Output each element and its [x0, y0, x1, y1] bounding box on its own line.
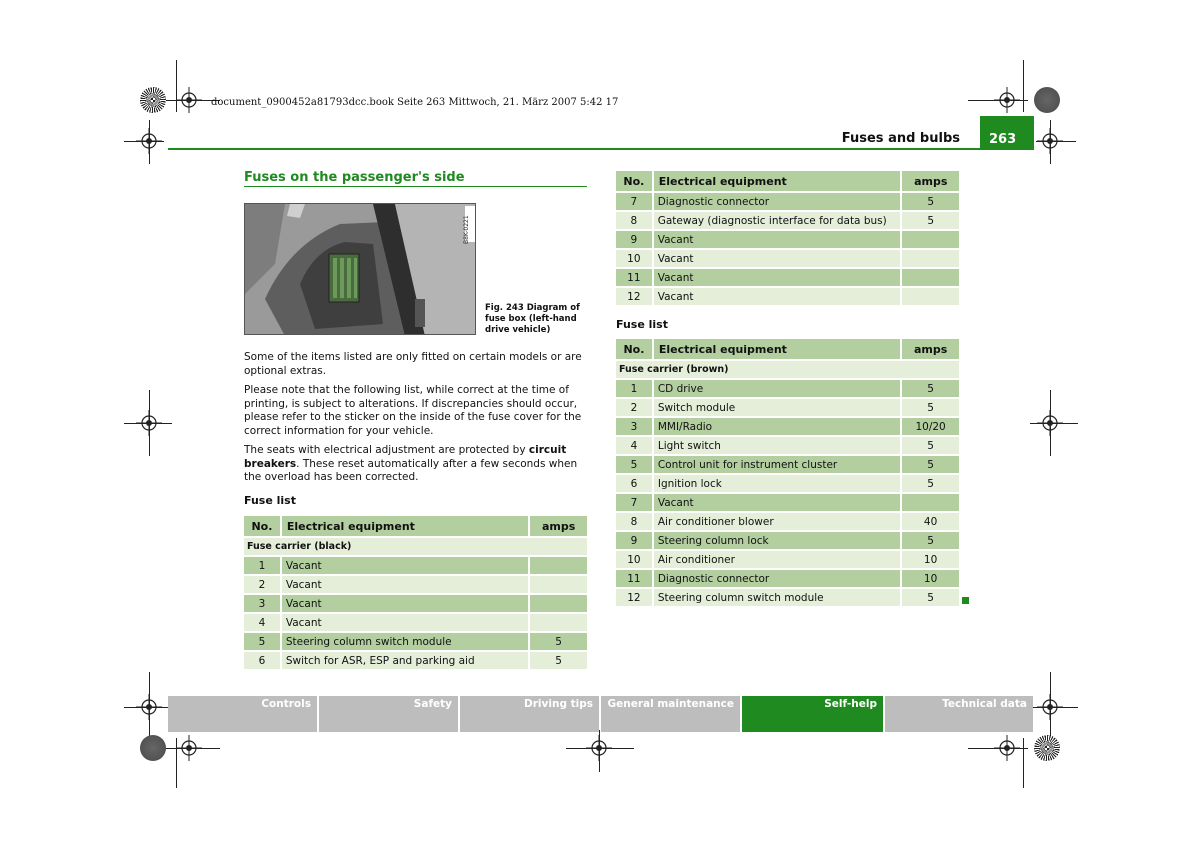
color-rosette-icon: [140, 87, 166, 113]
column-header-amps: amps: [529, 516, 588, 537]
tab-controls[interactable]: Controls: [168, 696, 317, 732]
table-row: 5 Steering column switch module 5: [244, 632, 588, 651]
table-group-row: [616, 360, 960, 379]
body-paragraph-1: Some of the items listed are only fitted on certain models or are optional extras.: [244, 351, 582, 377]
table-row: 1 Vacant: [244, 556, 588, 575]
column-header-equipment: Electrical equipment: [653, 339, 901, 360]
fuse-list-heading-right: Fuse list: [616, 318, 668, 331]
tab-driving-tips[interactable]: Driving tips: [460, 696, 599, 732]
column-header-no: No.: [616, 339, 653, 360]
fuse-table-black: [244, 516, 589, 671]
table-row: 1 CD drive 5: [616, 379, 960, 398]
header-rule: [168, 148, 980, 150]
table-row: 11 Diagnostic connector 10: [616, 569, 960, 588]
table-row: 3 Vacant: [244, 594, 588, 613]
column-header-no: No.: [616, 171, 653, 192]
fuse-box-figure: [244, 203, 476, 335]
print-meta-line: document_0900452a81793dcc.book Seite 263 Mittwoch, 21. März 2007 5:42 17: [211, 97, 619, 108]
table-row: 9 Vacant: [616, 230, 960, 249]
column-header-equipment: Electrical equipment: [281, 516, 529, 537]
tab-self-help[interactable]: Self-help: [742, 696, 883, 732]
table-row: 10 Air conditioner 10: [616, 550, 960, 569]
column-header-equipment: Electrical equipment: [653, 171, 902, 192]
grey-rosette-icon: [140, 735, 166, 761]
registration-mark-icon: [994, 735, 1020, 761]
section-end-square-icon: [962, 597, 969, 604]
registration-mark-icon: [994, 87, 1020, 113]
registration-mark-icon: [1037, 694, 1063, 720]
table-row: 5 Control unit for instrument cluster 5: [616, 455, 960, 474]
fuse-list-heading-left: Fuse list: [244, 494, 296, 507]
circuit-breakers-term: circuit breakers: [244, 444, 567, 470]
column-header-amps: amps: [901, 171, 960, 192]
tab-safety[interactable]: Safety: [319, 696, 458, 732]
table-header-row: [616, 171, 960, 192]
table-row: 8 Air conditioner blower 40: [616, 512, 960, 531]
color-rosette-icon: [1034, 735, 1060, 761]
table-row: 7 Diagnostic connector 5: [616, 192, 960, 211]
table-row: 4 Vacant: [244, 613, 588, 632]
figure-caption: Fig. 243 Diagram of fuse box (left-hand drive vehicle): [485, 303, 580, 335]
column-header-amps: amps: [901, 339, 960, 360]
body-paragraph-3: The seats with electrical adjustment are protected by circuit breakers. These reset automatically after a few seconds when the overload has been corrected.: [244, 444, 578, 483]
grey-rosette-icon: [1034, 87, 1060, 113]
registration-mark-icon: [136, 128, 162, 154]
table-header-row: [244, 516, 588, 537]
section-title: Fuses on the passenger's side: [244, 170, 465, 185]
table-header-row: [616, 339, 960, 360]
column-header-no: No.: [244, 516, 281, 537]
tab-general-maintenance[interactable]: General maintenance: [601, 696, 740, 732]
table-row: 3 MMI/Radio 10/20: [616, 417, 960, 436]
table-row: 8 Gateway (diagnostic interface for data bus) 5: [616, 211, 960, 230]
registration-mark-icon: [136, 694, 162, 720]
tab-technical-data[interactable]: Technical data: [885, 696, 1033, 732]
table-row: 11 Vacant: [616, 268, 960, 287]
registration-mark-icon: [176, 735, 202, 761]
registration-mark-icon: [1037, 128, 1063, 154]
table-group-row: [244, 537, 588, 556]
chapter-nav: [168, 696, 1033, 732]
registration-mark-icon: [1037, 410, 1063, 436]
registration-mark-icon: [136, 410, 162, 436]
table-row: 12 Steering column switch module 5: [616, 588, 960, 607]
fuse-carrier-label: Fuse carrier (black): [244, 537, 588, 556]
registration-mark-icon: [176, 87, 202, 113]
fuse-table-continued: [616, 171, 961, 307]
table-row: 2 Vacant: [244, 575, 588, 594]
table-row: 2 Switch module 5: [616, 398, 960, 417]
chapter-title: Fuses and bulbs: [841, 131, 960, 146]
fuse-table-brown: [616, 339, 961, 608]
fuse-carrier-label: Fuse carrier (brown): [616, 360, 960, 379]
table-row: 12 Vacant: [616, 287, 960, 306]
table-row: 9 Steering column lock 5: [616, 531, 960, 550]
page-number: 263: [980, 116, 1034, 150]
figure-code: B8K-0221: [463, 215, 470, 244]
table-row: 6 Ignition lock 5: [616, 474, 960, 493]
registration-mark-icon: [586, 735, 612, 761]
body-paragraph-2: Please note that the following list, while correct at the time of printing, is subject to alterations. If discrepancies should occur, please refer to the sticker on the inside of the fuse cover for the correct information for your vehicle.: [244, 384, 582, 437]
fuse-box-illustration: [245, 204, 476, 335]
table-row: 4 Light switch 5: [616, 436, 960, 455]
section-rule: [244, 186, 587, 187]
table-row: 10 Vacant: [616, 249, 960, 268]
table-row: 6 Switch for ASR, ESP and parking aid 5: [244, 651, 588, 670]
table-row: 7 Vacant: [616, 493, 960, 512]
